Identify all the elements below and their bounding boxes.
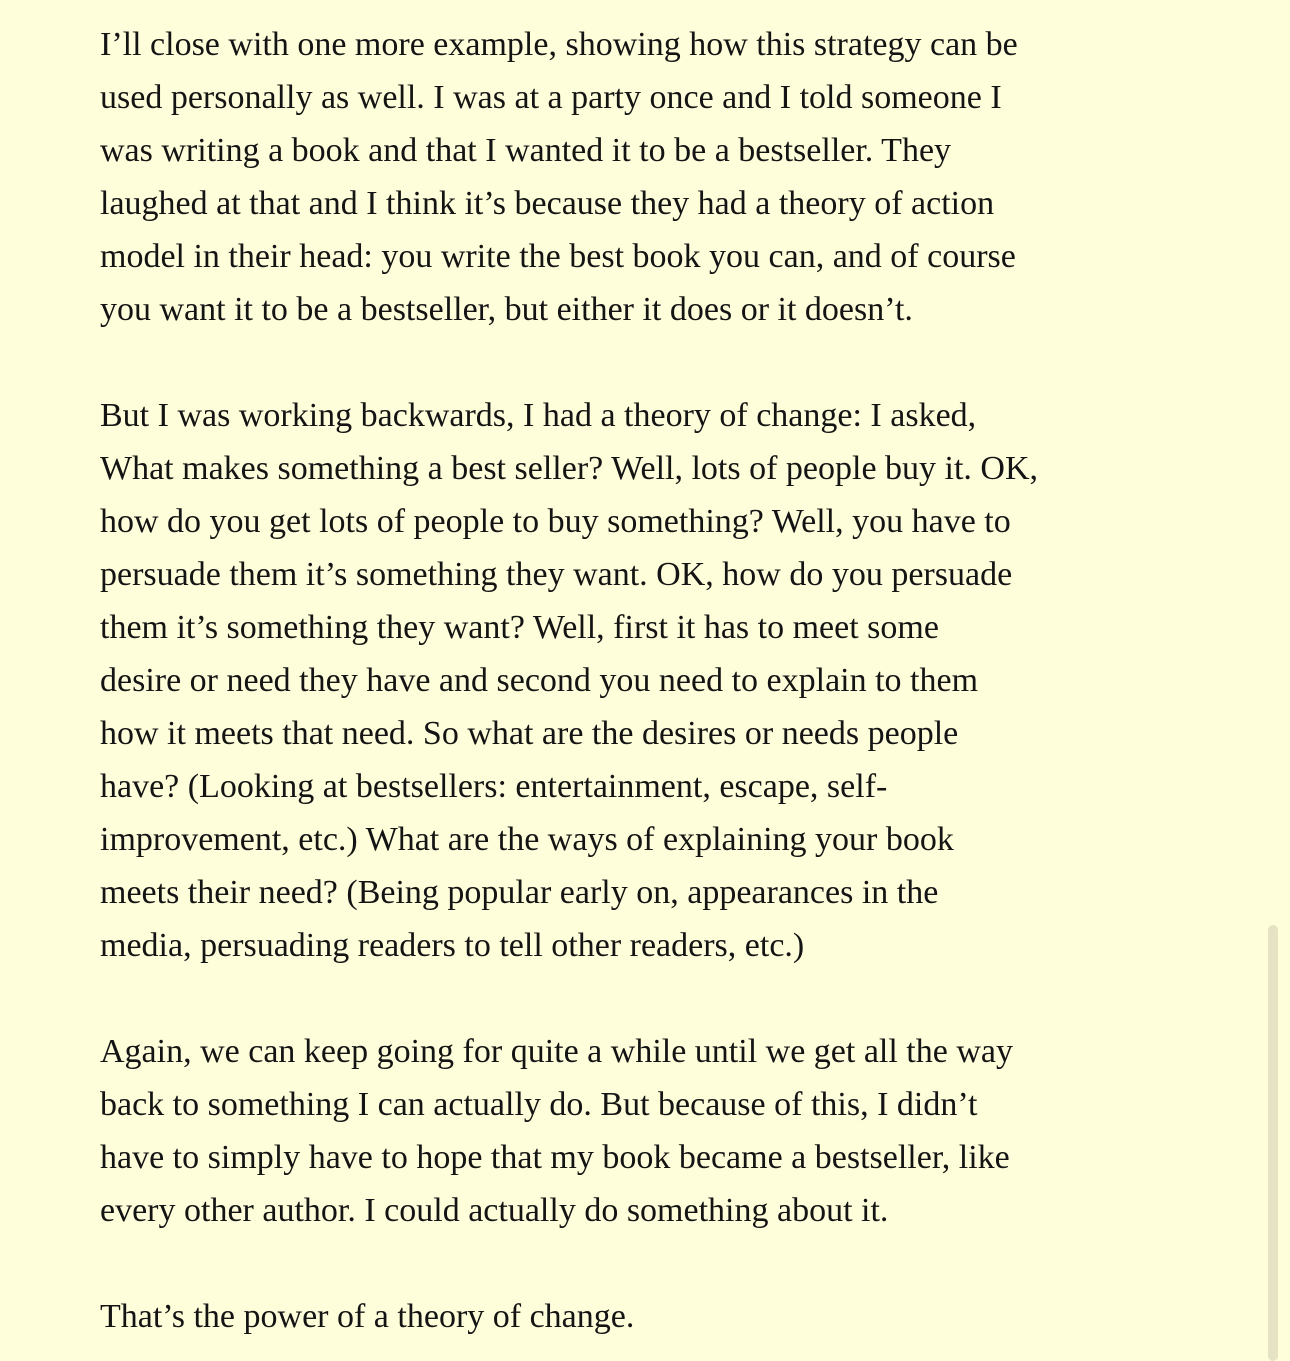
paragraph-closing-example: I’ll close with one more example, showing how this strategy can be used personally as well. I was at a party once and I told someone I was writing a book and that I wanted it to be a bestseller. They laughed at that and I think it’s because they had a theory of action model in their head: you write the best book you can, and of course you want it to be a bestseller, but either it does or it doesn’t. xyxy=(100,26,1018,328)
vertical-scrollbar[interactable] xyxy=(1268,925,1278,1361)
article-body xyxy=(100,18,1190,1343)
scrollbar-thumb[interactable] xyxy=(1268,925,1278,1361)
paragraph-keep-going: Again, we can keep going for quite a while until we get all the way back to something I can actually do. But because of this, I didn’t have to simply have to hope that my book became a bestseller, like every other author. I could actually do something about it. xyxy=(100,1033,1013,1229)
paragraph-working-backwards: But I was working backwards, I had a theory of change: I asked, What makes something a best seller? Well, lots of people buy it. OK, how do you get lots of people to buy something? Well, you have to persuade them it’s something they want. OK, how do you persuade them it’s something they want? Well, first it has to meet some desire or need they have and second you need to explain to them how it meets that need. So what are the desires or needs people have? (Looking at bestsellers: entertainment, escape, self- improvement, etc.) What are the ways of explaining your book meets their need? (Being popular early on, appearances in the media, persuading readers to tell other readers, etc.) xyxy=(100,397,1039,964)
paragraph-conclusion: That’s the power of a theory of change. xyxy=(100,1298,635,1335)
